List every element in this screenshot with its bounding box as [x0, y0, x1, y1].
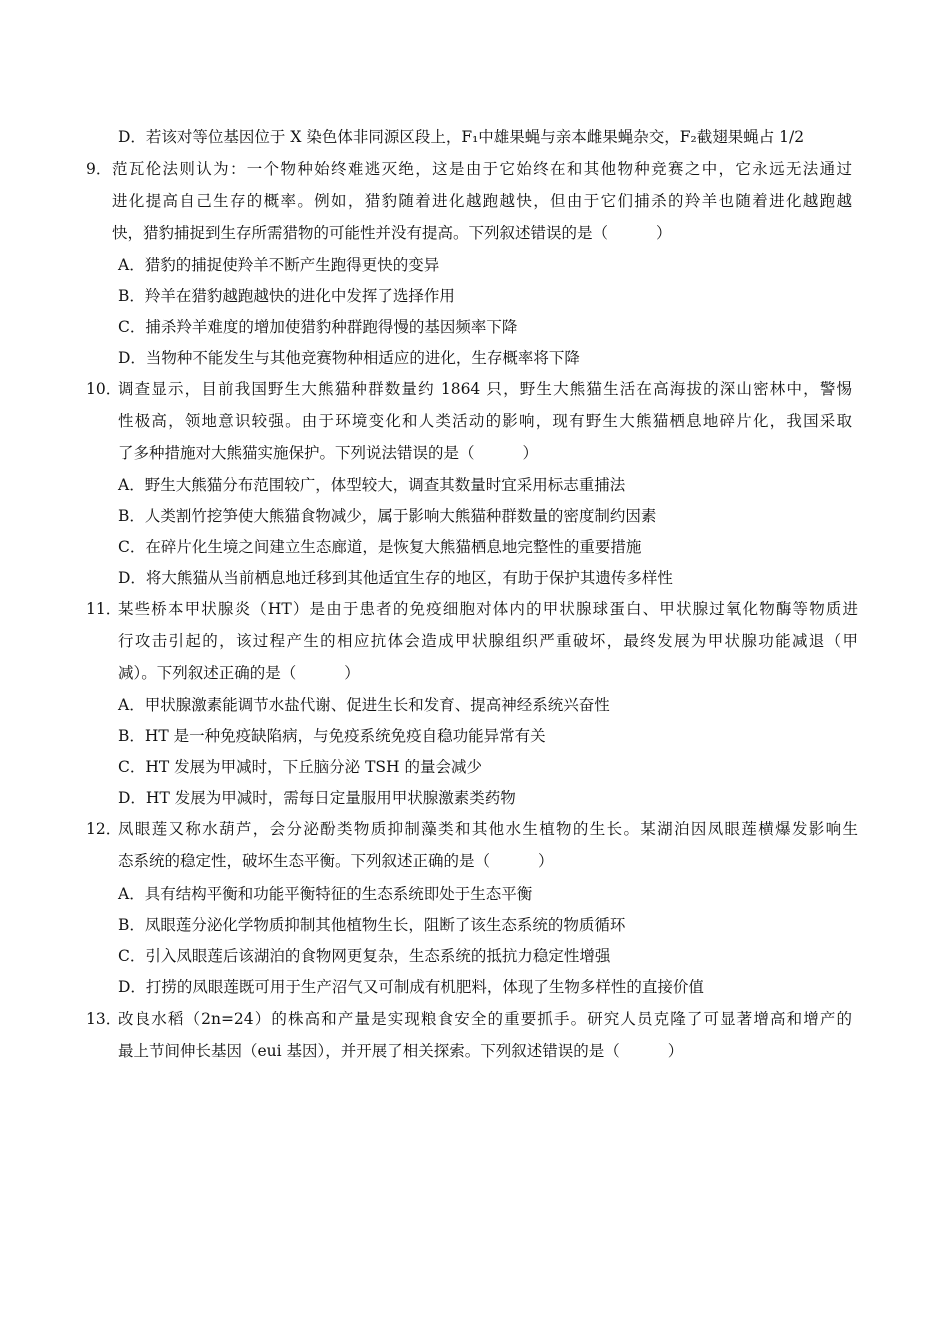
q12-stem-close-paren: ） [538, 852, 554, 870]
q10-option-b: B．人类割竹挖笋使大熊猫食物减少，属于影响大熊猫种群数量的密度制约因素 [118, 507, 657, 525]
q11-option-c: C．HT 发展为甲减时，下丘脑分泌 TSH 的量会减少 [118, 758, 482, 776]
q9-option-c: C．捕杀羚羊难度的增加使猎豹种群跑得慢的基因频率下降 [118, 318, 518, 336]
q9-stem-close-paren: ） [656, 224, 672, 242]
q8-option-d: D．若该对等位基因位于 X 染色体非同源区段上，F₁中雄果蝇与亲本雌果蝇杂交，F₂截翅果蝇占 1/2 [118, 128, 805, 146]
q12-stem-line-2 [118, 850, 554, 872]
q11-option-b: B．HT 是一种免疫缺陷病，与免疫系统免疫自稳功能异常有关 [118, 727, 546, 745]
q9-stem-line-3 [112, 222, 672, 244]
q9-stem-text: 快，猎豹捕捉到生存所需猎物的可能性并没有提高。下列叙述错误的是（ [112, 224, 609, 242]
q9-option-a: A．猎豹的捕捉使羚羊不断产生跑得更快的变异 [118, 256, 440, 274]
q10-stem-text: 了多种措施对大熊猫实施保护。下列说法错误的是（ [118, 444, 475, 462]
q12-option-d: D．打捞的凤眼莲既可用于生产沼气又可制成有机肥料，体现了生物多样性的直接价值 [118, 978, 704, 996]
q11-stem-line-1: 某些桥本甲状腺炎（HT）是由于患者的免疫细胞对体内的甲状腺球蛋白、甲状腺过氧化物酶等物质进 [118, 600, 858, 618]
q11-stem-text: 减）。下列叙述正确的是（ [118, 664, 297, 682]
q13-stem-line-2 [118, 1040, 683, 1062]
q10-option-d: D．将大熊猫从当前栖息地迁移到其他适宜生存的地区，有助于保护其遗传多样性 [118, 569, 673, 587]
q10-stem-line-3 [118, 442, 538, 464]
q9-option-b: B．羚羊在猎豹越跑越快的进化中发挥了选择作用 [118, 287, 455, 305]
q12-stem-line-1: 凤眼莲又称水葫芦，会分泌酚类物质抑制藻类和其他水生植物的生长。某湖泊因凤眼莲横爆发影响生 [118, 820, 858, 838]
q12-stem-text: 态系统的稳定性，破坏生态平衡。下列叙述正确的是（ [118, 852, 491, 870]
q12-option-a: A．具有结构平衡和功能平衡特征的生态系统即处于生态平衡 [118, 885, 533, 903]
q10-number: 10． [86, 380, 122, 398]
q10-option-a: A．野生大熊猫分布范围较广，体型较大，调查其数量时宜采用标志重捕法 [118, 476, 626, 494]
q12-option-c: C．引入凤眼莲后该湖泊的食物网更复杂，生态系统的抵抗力稳定性增强 [118, 947, 611, 965]
q11-option-a: A．甲状腺激素能调节水盐代谢、促进生长和发育、提高神经系统兴奋性 [118, 696, 610, 714]
q9-stem-line-2: 进化提高自己生存的概率。例如，猎豹随着进化越跑越快，但由于它们捕杀的羚羊也随着进化越跑越 [112, 192, 852, 210]
q11-number: 11． [86, 600, 122, 618]
q10-option-c: C．在碎片化生境之间建立生态廊道，是恢复大熊猫栖息地完整性的重要措施 [118, 538, 642, 556]
q12-option-b: B．凤眼莲分泌化学物质抑制其他植物生长，阻断了该生态系统的物质循环 [118, 916, 626, 934]
q10-stem-line-2: 性极高，领地意识较强。由于环境变化和人类活动的影响，现有野生大熊猫栖息地碎片化，我国采取 [118, 412, 852, 430]
q13-stem-text: 最上节间伸长基因（eui 基因），并开展了相关探索。下列叙述错误的是（ [118, 1042, 620, 1060]
q11-stem-line-2: 行攻击引起的，该过程产生的相应抗体会造成甲状腺组织严重破坏，最终发展为甲状腺功能减退（甲 [118, 632, 858, 650]
q13-number: 13． [86, 1010, 122, 1028]
q11-option-d: D．HT 发展为甲减时，需每日定量服用甲状腺激素类药物 [118, 789, 516, 807]
q9-number: 9． [86, 160, 112, 178]
q11-stem-close-paren: ） [344, 664, 360, 682]
q10-stem-close-paren: ） [522, 444, 539, 462]
q12-number: 12． [86, 820, 122, 838]
q9-option-d: D．当物种不能发生与其他竞赛物种相适应的进化，生存概率将下降 [118, 349, 580, 367]
q10-stem-line-1: 调查显示，目前我国野生大熊猫种群数量约 1864 只，野生大熊猫生活在高海拔的深山密林中，警惕 [118, 380, 852, 398]
q13-stem-close-paren: ） [667, 1042, 684, 1060]
q11-stem-line-3 [118, 662, 360, 684]
q13-stem-line-1: 改良水稻（2n=24）的株高和产量是实现粮食安全的重要抓手。研究人员克隆了可显著增高和增产的 [118, 1010, 852, 1028]
q9-stem-line-1: 范瓦伦法则认为：一个物种始终难逃灭绝，这是由于它始终在和其他物种竞赛之中，它永远无法通过 [112, 160, 852, 178]
